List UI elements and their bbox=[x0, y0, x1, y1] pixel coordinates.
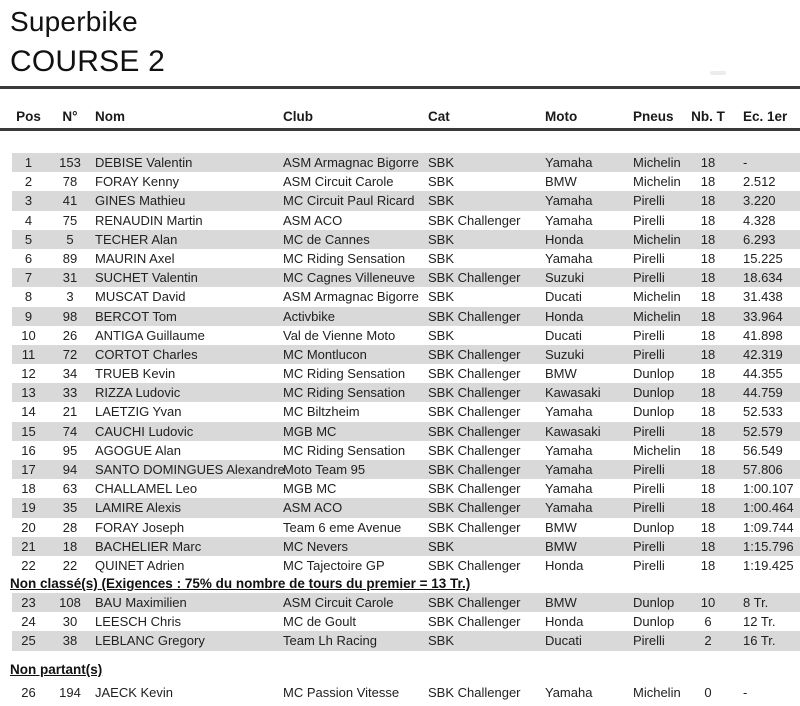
number-cell: 74 bbox=[62, 423, 78, 439]
table-row bbox=[12, 612, 800, 631]
table-row bbox=[12, 153, 800, 172]
rider-name-cell: SUCHET Valentin bbox=[95, 270, 198, 286]
club-cell: MC Riding Sensation bbox=[283, 385, 406, 401]
gap-cell: 18.634 bbox=[743, 270, 783, 286]
tyres-cell: Dunlop bbox=[633, 595, 675, 610]
classified-rows bbox=[12, 153, 800, 575]
category-cell: SBK bbox=[428, 231, 455, 247]
tyres-cell: Michelin bbox=[633, 155, 681, 170]
rider-name-cell: BERCOT Tom bbox=[95, 308, 177, 324]
pos-cell: 14 bbox=[21, 404, 36, 420]
table-row bbox=[12, 556, 800, 575]
rider-name-cell: ANTIGA Guillaume bbox=[95, 327, 205, 343]
category-cell: SBK bbox=[428, 633, 455, 649]
tyres-cell: Pirelli bbox=[633, 212, 665, 228]
table-row bbox=[12, 460, 800, 479]
laps-cell: 18 bbox=[700, 442, 716, 458]
tyres-cell: Michelin bbox=[633, 174, 681, 190]
table-row bbox=[12, 230, 800, 249]
gap-cell: 1:19.425 bbox=[743, 557, 794, 573]
number-cell: 75 bbox=[62, 212, 78, 228]
category-cell: SBK Challenger bbox=[428, 614, 521, 630]
gap-cell: 1:09.744 bbox=[743, 519, 794, 535]
number-cell: 22 bbox=[62, 557, 78, 573]
laps-cell: 18 bbox=[700, 270, 716, 286]
gap-cell: 33.964 bbox=[743, 308, 783, 324]
column-header-tyres: Pneus bbox=[633, 108, 674, 124]
club-cell: MC Cagnes Villeneuve bbox=[283, 270, 415, 286]
club-cell: MC Biltzheim bbox=[283, 404, 360, 420]
moto-cell: Ducati bbox=[545, 633, 582, 649]
number-cell: 38 bbox=[62, 633, 78, 649]
number-cell: 33 bbox=[62, 385, 78, 401]
moto-cell: Yamaha bbox=[545, 500, 593, 516]
non-partants-rows bbox=[12, 683, 800, 702]
rider-name-cell: CHALLAMEL Leo bbox=[95, 481, 198, 497]
club-cell: MC Riding Sensation bbox=[283, 250, 406, 266]
club-cell: MGB MC bbox=[283, 481, 337, 497]
number-cell: 94 bbox=[62, 462, 78, 477]
laps-cell: 10 bbox=[700, 595, 716, 610]
tyres-cell: Dunlop bbox=[633, 404, 675, 420]
gap-cell: - bbox=[743, 155, 748, 170]
divider-top bbox=[0, 86, 800, 89]
gap-cell: 56.549 bbox=[743, 442, 783, 458]
column-header-club: Club bbox=[283, 108, 313, 124]
number-cell: 30 bbox=[62, 614, 78, 630]
number-cell: 98 bbox=[62, 308, 78, 324]
laps-cell: 18 bbox=[700, 250, 716, 266]
laps-cell: 18 bbox=[700, 423, 716, 439]
category-cell: SBK bbox=[428, 289, 455, 305]
tyres-cell: Michelin bbox=[633, 442, 681, 458]
category-cell: SBK bbox=[428, 538, 455, 554]
rider-name-cell: AGOGUE Alan bbox=[95, 442, 181, 458]
category-cell: SBK Challenger bbox=[428, 595, 521, 610]
moto-cell: Yamaha bbox=[545, 193, 593, 209]
tyres-cell: Dunlop bbox=[633, 614, 675, 630]
column-header-category: Cat bbox=[428, 108, 450, 124]
column-header-pos: Pos bbox=[16, 108, 41, 124]
number-cell: 89 bbox=[62, 250, 78, 266]
pos-cell: 2 bbox=[24, 174, 33, 190]
laps-cell: 18 bbox=[700, 500, 716, 516]
moto-cell: Yamaha bbox=[545, 481, 593, 497]
club-cell: Team Lh Racing bbox=[283, 633, 377, 649]
rider-name-cell: CORTOT Charles bbox=[95, 346, 198, 362]
moto-cell: Yamaha bbox=[545, 442, 593, 458]
moto-cell: BMW bbox=[545, 595, 577, 610]
laps-cell: 0 bbox=[704, 685, 712, 700]
rider-name-cell: SANTO DOMINGUES Alexandre bbox=[95, 462, 285, 477]
category-cell: SBK bbox=[428, 155, 455, 170]
tyres-cell: Dunlop bbox=[633, 385, 675, 401]
gap-cell: 16 Tr. bbox=[743, 633, 776, 649]
table-row bbox=[12, 537, 800, 556]
moto-cell: Ducati bbox=[545, 289, 582, 305]
category-cell: SBK bbox=[428, 250, 455, 266]
tyres-cell: Pirelli bbox=[633, 193, 665, 209]
gap-cell: 1:15.796 bbox=[743, 538, 794, 554]
pos-cell: 4 bbox=[24, 212, 33, 228]
club-cell: MC Nevers bbox=[283, 538, 349, 554]
moto-cell: Suzuki bbox=[545, 346, 585, 362]
pos-cell: 24 bbox=[21, 614, 36, 630]
gap-cell: 44.759 bbox=[743, 385, 783, 401]
tyres-cell: Pirelli bbox=[633, 423, 665, 439]
laps-cell: 18 bbox=[700, 557, 716, 573]
gap-cell: 15.225 bbox=[743, 250, 783, 266]
moto-cell: Ducati bbox=[545, 327, 582, 343]
moto-cell: Kawasaki bbox=[545, 385, 601, 401]
number-cell: 34 bbox=[62, 366, 78, 382]
club-cell: MC Passion Vitesse bbox=[283, 685, 400, 700]
category-cell: SBK Challenger bbox=[428, 685, 521, 700]
tyres-cell: Pirelli bbox=[633, 538, 665, 554]
laps-cell: 18 bbox=[700, 538, 716, 554]
number-cell: 28 bbox=[62, 519, 78, 535]
tyres-cell: Dunlop bbox=[633, 366, 675, 382]
number-cell: 78 bbox=[62, 174, 78, 190]
table-row bbox=[12, 479, 800, 498]
number-cell: 5 bbox=[66, 231, 74, 247]
rider-name-cell: GINES Mathieu bbox=[95, 193, 186, 209]
table-row bbox=[12, 287, 800, 306]
moto-cell: BMW bbox=[545, 174, 577, 190]
rider-name-cell: QUINET Adrien bbox=[95, 557, 185, 573]
club-cell: MC Riding Sensation bbox=[283, 442, 406, 458]
tyres-cell: Pirelli bbox=[633, 500, 665, 516]
gap-cell: 42.319 bbox=[743, 346, 783, 362]
column-header-gap: Ec. 1er bbox=[743, 108, 788, 124]
category-cell: SBK Challenger bbox=[428, 519, 521, 535]
number-cell: 41 bbox=[62, 193, 78, 209]
number-cell: 21 bbox=[62, 404, 78, 420]
gap-cell: 6.293 bbox=[743, 231, 776, 247]
moto-cell: Honda bbox=[545, 614, 584, 630]
table-row bbox=[12, 518, 800, 537]
laps-cell: 2 bbox=[704, 633, 712, 649]
moto-cell: Yamaha bbox=[545, 404, 593, 420]
category-cell: SBK Challenger bbox=[428, 442, 521, 458]
pos-cell: 11 bbox=[21, 346, 36, 362]
laps-cell: 18 bbox=[700, 462, 716, 477]
rider-name-cell: RIZZA Ludovic bbox=[95, 385, 181, 401]
tyres-cell: Michelin bbox=[633, 308, 681, 324]
tyres-cell: Pirelli bbox=[633, 346, 665, 362]
laps-cell: 18 bbox=[700, 174, 716, 190]
club-cell: ASM Circuit Carole bbox=[283, 174, 394, 190]
race-title: COURSE 2 bbox=[10, 45, 165, 78]
number-cell: 72 bbox=[62, 346, 78, 362]
tyres-cell: Michelin bbox=[633, 685, 681, 700]
laps-cell: 18 bbox=[700, 481, 716, 497]
laps-cell: 18 bbox=[700, 308, 716, 324]
laps-cell: 18 bbox=[700, 346, 716, 362]
rider-name-cell: MAURIN Axel bbox=[95, 250, 175, 266]
table-row bbox=[12, 383, 800, 402]
non-classes-rows bbox=[12, 593, 800, 651]
tyres-cell: Pirelli bbox=[633, 557, 665, 573]
non-classes-header: Non classé(s) (Exigences : 75% du nombre de tours du premier = 13 Tr.) bbox=[10, 576, 471, 591]
club-cell: MC Montlucon bbox=[283, 346, 367, 362]
club-cell: Moto Team 95 bbox=[283, 462, 366, 477]
category-cell: SBK Challenger bbox=[428, 366, 521, 382]
tyres-cell: Michelin bbox=[633, 289, 681, 305]
laps-cell: 18 bbox=[700, 404, 716, 420]
number-cell: 26 bbox=[62, 327, 78, 343]
club-cell: MGB MC bbox=[283, 423, 337, 439]
pos-cell: 26 bbox=[21, 685, 36, 700]
tyres-cell: Pirelli bbox=[633, 250, 665, 266]
rider-name-cell: RENAUDIN Martin bbox=[95, 212, 203, 228]
tyres-cell: Pirelli bbox=[633, 462, 665, 477]
tyres-cell: Dunlop bbox=[633, 519, 675, 535]
number-cell: 153 bbox=[59, 155, 81, 170]
table-row bbox=[12, 683, 800, 702]
pos-cell: 18 bbox=[21, 481, 36, 497]
rider-name-cell: LAETZIG Yvan bbox=[95, 404, 182, 420]
pos-cell: 10 bbox=[21, 327, 36, 343]
table-row bbox=[12, 422, 800, 441]
gap-cell: 8 Tr. bbox=[743, 595, 769, 610]
category-cell: SBK Challenger bbox=[428, 500, 521, 516]
number-cell: 31 bbox=[62, 270, 78, 286]
club-cell: MC Tajectoire GP bbox=[283, 557, 385, 573]
pos-cell: 15 bbox=[21, 423, 36, 439]
category-cell: SBK Challenger bbox=[428, 346, 521, 362]
pos-cell: 9 bbox=[24, 308, 33, 324]
category-cell: SBK Challenger bbox=[428, 404, 521, 420]
column-header-number: N° bbox=[62, 108, 78, 124]
rider-name-cell: JAECK Kevin bbox=[95, 685, 174, 700]
divider-header bbox=[0, 128, 800, 131]
category-cell: SBK Challenger bbox=[428, 270, 521, 286]
number-cell: 108 bbox=[59, 595, 81, 610]
rider-name-cell: CAUCHI Ludovic bbox=[95, 423, 194, 439]
table-row bbox=[12, 593, 800, 612]
tyres-cell: Pirelli bbox=[633, 270, 665, 286]
club-cell: MC de Goult bbox=[283, 614, 356, 630]
pos-cell: 6 bbox=[24, 250, 33, 266]
club-cell: ASM Circuit Carole bbox=[283, 595, 394, 610]
category-cell: SBK bbox=[428, 174, 455, 190]
pos-cell: 22 bbox=[21, 557, 36, 573]
number-cell: 95 bbox=[62, 442, 78, 458]
table-row bbox=[12, 191, 800, 210]
club-cell: ASM Armagnac Bigorre bbox=[283, 289, 419, 305]
category-cell: SBK bbox=[428, 327, 455, 343]
category-cell: SBK bbox=[428, 193, 455, 209]
rider-name-cell: MUSCAT David bbox=[95, 289, 186, 305]
laps-cell: 18 bbox=[700, 366, 716, 382]
rider-name-cell: FORAY Joseph bbox=[95, 519, 185, 535]
column-header-name: Nom bbox=[95, 108, 125, 124]
number-cell: 18 bbox=[62, 538, 78, 554]
club-cell: Team 6 eme Avenue bbox=[283, 519, 402, 535]
laps-cell: 18 bbox=[700, 155, 716, 170]
category-cell: SBK Challenger bbox=[428, 212, 521, 228]
club-cell: MC Circuit Paul Ricard bbox=[283, 193, 415, 209]
laps-cell: 6 bbox=[704, 614, 712, 630]
laps-cell: 18 bbox=[700, 212, 716, 228]
pos-cell: 7 bbox=[24, 270, 33, 286]
pos-cell: 5 bbox=[24, 231, 33, 247]
number-cell: 63 bbox=[62, 481, 78, 497]
moto-cell: Suzuki bbox=[545, 270, 585, 286]
rider-name-cell: TRUEB Kevin bbox=[95, 366, 176, 382]
tyres-cell: Michelin bbox=[633, 231, 681, 247]
number-cell: 194 bbox=[59, 685, 81, 700]
moto-cell: Kawasaki bbox=[545, 423, 601, 439]
club-cell: ASM Armagnac Bigorre bbox=[283, 155, 419, 170]
rider-name-cell: LEESCH Chris bbox=[95, 614, 181, 630]
rider-name-cell: DEBISE Valentin bbox=[95, 155, 193, 170]
category-cell: SBK Challenger bbox=[428, 462, 521, 477]
rider-name-cell: BACHELIER Marc bbox=[95, 538, 202, 554]
pos-cell: 23 bbox=[21, 595, 36, 610]
club-cell: Val de Vienne Moto bbox=[283, 327, 396, 343]
table-row bbox=[12, 364, 800, 383]
table-row bbox=[12, 172, 800, 191]
number-cell: 35 bbox=[62, 500, 78, 516]
pos-cell: 21 bbox=[21, 538, 36, 554]
gap-cell: 4.328 bbox=[743, 212, 776, 228]
rider-name-cell: BAU Maximilien bbox=[95, 595, 187, 610]
table-row bbox=[12, 326, 800, 345]
rider-name-cell: LEBLANC Gregory bbox=[95, 633, 205, 649]
category-cell: SBK Challenger bbox=[428, 557, 521, 573]
gap-cell: 44.355 bbox=[743, 366, 783, 382]
club-cell: ASM ACO bbox=[283, 212, 343, 228]
table-row bbox=[12, 498, 800, 517]
gap-cell: 52.579 bbox=[743, 423, 783, 439]
number-cell: 3 bbox=[66, 289, 74, 305]
gap-cell: 1:00.464 bbox=[743, 500, 794, 516]
moto-cell: Honda bbox=[545, 557, 584, 573]
print-artifact bbox=[710, 71, 726, 75]
category-cell: SBK Challenger bbox=[428, 308, 521, 324]
non-partants-header: Non partant(s) bbox=[10, 662, 103, 677]
category-cell: SBK Challenger bbox=[428, 385, 521, 401]
table-row bbox=[12, 441, 800, 460]
moto-cell: BMW bbox=[545, 538, 577, 554]
table-row bbox=[12, 631, 800, 650]
gap-cell: 41.898 bbox=[743, 327, 783, 343]
moto-cell: Yamaha bbox=[545, 250, 593, 266]
moto-cell: Yamaha bbox=[545, 685, 593, 700]
gap-cell: 52.533 bbox=[743, 404, 783, 420]
moto-cell: BMW bbox=[545, 519, 577, 535]
gap-cell: 3.220 bbox=[743, 193, 776, 209]
table-row bbox=[12, 402, 800, 421]
pos-cell: 20 bbox=[21, 519, 36, 535]
tyres-cell: Pirelli bbox=[633, 633, 665, 649]
laps-cell: 18 bbox=[700, 385, 716, 401]
pos-cell: 3 bbox=[24, 193, 33, 209]
category-cell: SBK Challenger bbox=[428, 423, 521, 439]
gap-cell: 31.438 bbox=[743, 289, 783, 305]
moto-cell: Honda bbox=[545, 231, 584, 247]
pos-cell: 16 bbox=[21, 442, 36, 458]
club-cell: Activbike bbox=[283, 308, 336, 324]
club-cell: MC de Cannes bbox=[283, 231, 370, 247]
page-title: Superbike bbox=[10, 6, 138, 37]
laps-cell: 18 bbox=[700, 519, 716, 535]
pos-cell: 13 bbox=[21, 385, 36, 401]
gap-cell: 2.512 bbox=[743, 174, 776, 190]
category-cell: SBK Challenger bbox=[428, 481, 521, 497]
tyres-cell: Pirelli bbox=[633, 481, 665, 497]
table-row bbox=[12, 249, 800, 268]
pos-cell: 8 bbox=[24, 289, 33, 305]
table-row bbox=[12, 211, 800, 230]
gap-cell: 1:00.107 bbox=[743, 481, 794, 497]
rider-name-cell: TECHER Alan bbox=[95, 231, 178, 247]
rider-name-cell: LAMIRE Alexis bbox=[95, 500, 181, 516]
table-row bbox=[12, 307, 800, 326]
gap-cell: - bbox=[743, 685, 748, 700]
laps-cell: 18 bbox=[700, 193, 716, 209]
moto-cell: Yamaha bbox=[545, 155, 593, 170]
moto-cell: Yamaha bbox=[545, 212, 593, 228]
pos-cell: 1 bbox=[24, 155, 33, 170]
pos-cell: 25 bbox=[21, 633, 36, 649]
gap-cell: 57.806 bbox=[743, 462, 783, 477]
club-cell: MC Riding Sensation bbox=[283, 366, 406, 382]
club-cell: ASM ACO bbox=[283, 500, 343, 516]
column-header-moto: Moto bbox=[545, 108, 578, 124]
gap-cell: 12 Tr. bbox=[743, 614, 776, 630]
moto-cell: Yamaha bbox=[545, 462, 593, 477]
moto-cell: Honda bbox=[545, 308, 584, 324]
column-header-laps: Nb. T bbox=[691, 108, 725, 124]
table-row bbox=[12, 345, 800, 364]
pos-cell: 17 bbox=[21, 462, 36, 477]
table-row bbox=[12, 268, 800, 287]
pos-cell: 19 bbox=[21, 500, 36, 516]
table-header bbox=[12, 104, 800, 126]
pos-cell: 12 bbox=[21, 366, 36, 382]
laps-cell: 18 bbox=[700, 327, 716, 343]
tyres-cell: Pirelli bbox=[633, 327, 665, 343]
laps-cell: 18 bbox=[700, 289, 716, 305]
laps-cell: 18 bbox=[700, 231, 716, 247]
rider-name-cell: FORAY Kenny bbox=[95, 174, 180, 190]
moto-cell: BMW bbox=[545, 366, 577, 382]
